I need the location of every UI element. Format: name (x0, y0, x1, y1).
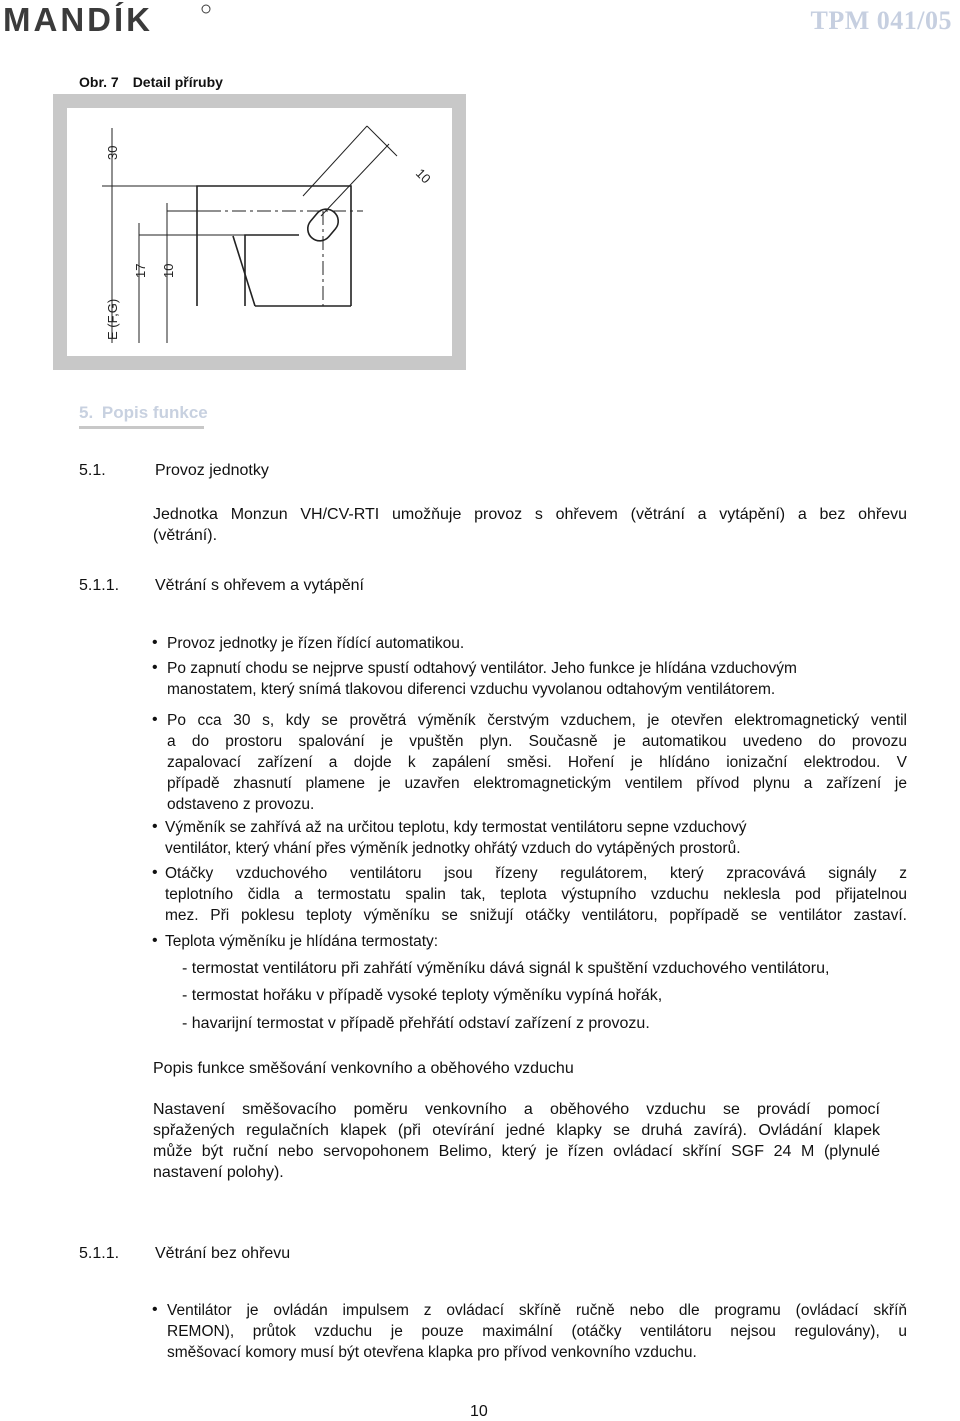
intro-line: Jednotka Monzun VH/CV-RTI umožňuje provoz s ohřevem (větrání a vytápění) a bez ohřevu (153, 506, 907, 523)
subsection-title: Provoz jednotky (155, 462, 269, 479)
flange-inner-outline (245, 235, 299, 306)
bullet-line: REMON), průtok vzduchu je pouze maximální (otáčky ventilátoru nejsou regulovány), u (167, 1323, 907, 1340)
figure-number: Obr. 7 (79, 74, 119, 90)
dim-17-label: 17 (133, 263, 148, 278)
bullet-icon: • (152, 711, 158, 728)
bullet-line: manostatem, který snímá tlakovou diferenci vzduchu vyvolanou odtahovým ventilátorem. (167, 681, 776, 698)
mixing-paragraph (153, 1099, 880, 1183)
intro-paragraph (153, 504, 907, 546)
bullet-line: Po zapnutí chodu se nejprve spustí odtahový ventilátor. Jeho funkce je hlídána vzduchovým (167, 660, 797, 677)
dim-10-diag-label: 10 (412, 165, 434, 187)
bullet-item (165, 931, 907, 952)
bullet-line: Otáčky vzduchového ventilátoru jsou řízeny regulátorem, který zpracovává signály z (165, 865, 907, 882)
bullet-line: teplotního čidla a termostatu spalin tak, teplota výstupního vzduchu neklesla pod přijatelnou (165, 886, 907, 903)
dash-item: - havarijní termostat v případě přehřátí odstaví zařízení z provozu. (182, 1015, 650, 1032)
bullet-item (167, 1300, 907, 1363)
subsubsection-title: Větrání bez ohřevu (155, 1245, 291, 1262)
bullet-line: směšovací komory musí být otevřena klapka pro přívod venkovního vzduchu. (167, 1344, 697, 1361)
bullet-item (165, 863, 907, 926)
cut-line (233, 236, 255, 306)
bullet-icon: • (152, 659, 158, 676)
bullet-icon: • (152, 1301, 158, 1318)
section-number: 5. (79, 403, 94, 422)
bullet-line: a do prostoru spalování je vpuštěn plyn. Současně je automatikou uvedeno do provozu (167, 733, 907, 750)
bullet-line: Výměník se zahřívá až na určitou teplotu, kdy termostat ventilátoru sepne vzduchový (165, 819, 747, 836)
bullet-line: Provoz jednotky je řízen řídící automatikou. (167, 635, 465, 652)
bullet-icon: • (152, 634, 158, 651)
logo-graphic (3, 2, 213, 36)
mixing-line: může být ruční nebo servopohonem Belimo, který je řízen ovládací skříní SGF 24 M (plynulé (153, 1143, 880, 1160)
registered-mark-icon (202, 5, 210, 13)
bullet-line: případě zhasnutí plamene je uzavřen elektromagnetickým ventilem přívod plynu a zařízení je (167, 775, 907, 792)
dim-10-label: 10 (161, 263, 176, 278)
bullet-item (167, 633, 907, 654)
flange-detail-figure (53, 94, 466, 370)
mixing-heading: Popis funkce směšování venkovního a oběhového vzduchu (153, 1060, 574, 1077)
subsubsection-title: Větrání s ohřevem a vytápění (155, 577, 364, 594)
bullet-line: Ventilátor je ovládán impulsem z ovládací skříně ručně nebo dle programu (ovládací skříň (167, 1302, 907, 1319)
extension-line-b (321, 144, 389, 216)
bullet-item (165, 817, 907, 859)
subsubsection-number: 5.1.1. (79, 1245, 120, 1262)
mandik-logo (3, 2, 213, 36)
subsubsection-number: 5.1.1. (79, 577, 120, 594)
flange-drawing (67, 108, 452, 356)
bullet-item (167, 710, 907, 815)
bullet-icon: • (152, 818, 158, 835)
page-number: 10 (470, 1403, 488, 1420)
intro-line: (větrání). (153, 527, 218, 544)
figure-canvas (67, 108, 452, 356)
section-title: Popis funkce (101, 403, 208, 422)
bullet-icon: • (152, 864, 158, 881)
bullet-line: mez. Při poklesu teploty výměníku se snižují otáčky ventilátoru, popřípadě se ventilátor zastaví. (165, 907, 907, 924)
bullet-line: Po cca 30 s, kdy se provětrá výměník čerstvým vzduchem, je otevřen elektromagnetický ventil (167, 712, 907, 729)
subsection-number: 5.1. (79, 462, 106, 479)
document-code: TPM 041/05 (810, 6, 952, 35)
bullet-line: zapalovací zařízení a dojde k zapálení směsi. Hoření je hlídáno ionizační elektrodou. V (167, 754, 907, 771)
dash-item: - termostat hořáku v případě vysoké teploty výměníku vypíná hořák, (182, 987, 663, 1004)
bullet-icon: • (152, 932, 158, 949)
mixing-line: spřažených regulačních klapek (při otevírání jedné klapky se druhá zavírá). Ovládání klapek (153, 1122, 880, 1139)
section-heading (79, 403, 208, 423)
figure-title: Detail příruby (132, 74, 223, 90)
dim-e-label: E (F,G) (105, 298, 120, 340)
dim-30-label: 30 (105, 145, 120, 160)
bullet-line: Teplota výměníku je hlídána termostaty: (165, 933, 439, 950)
flange-outer-outline (197, 186, 351, 306)
figure-caption (79, 74, 223, 90)
mixing-line: nastavení polohy). (153, 1164, 284, 1181)
logo-text: MANDÍK (3, 2, 153, 36)
bullet-line: odstaveno z provozu. (167, 796, 315, 813)
bullet-line: ventilátor, který vhání přes výměník jednotky ohřátý vzduch do vytápěných prostorů. (165, 840, 741, 857)
dash-item: - termostat ventilátoru při zahřátí výměníku dává signál k spuštění vzduchového ventilátoru, (182, 960, 830, 977)
section-underline (79, 426, 204, 429)
bullet-item (167, 658, 907, 700)
mixing-line: Nastavení směšovacího poměru venkovního a oběhového vzduchu se provádí pomocí (153, 1101, 880, 1118)
